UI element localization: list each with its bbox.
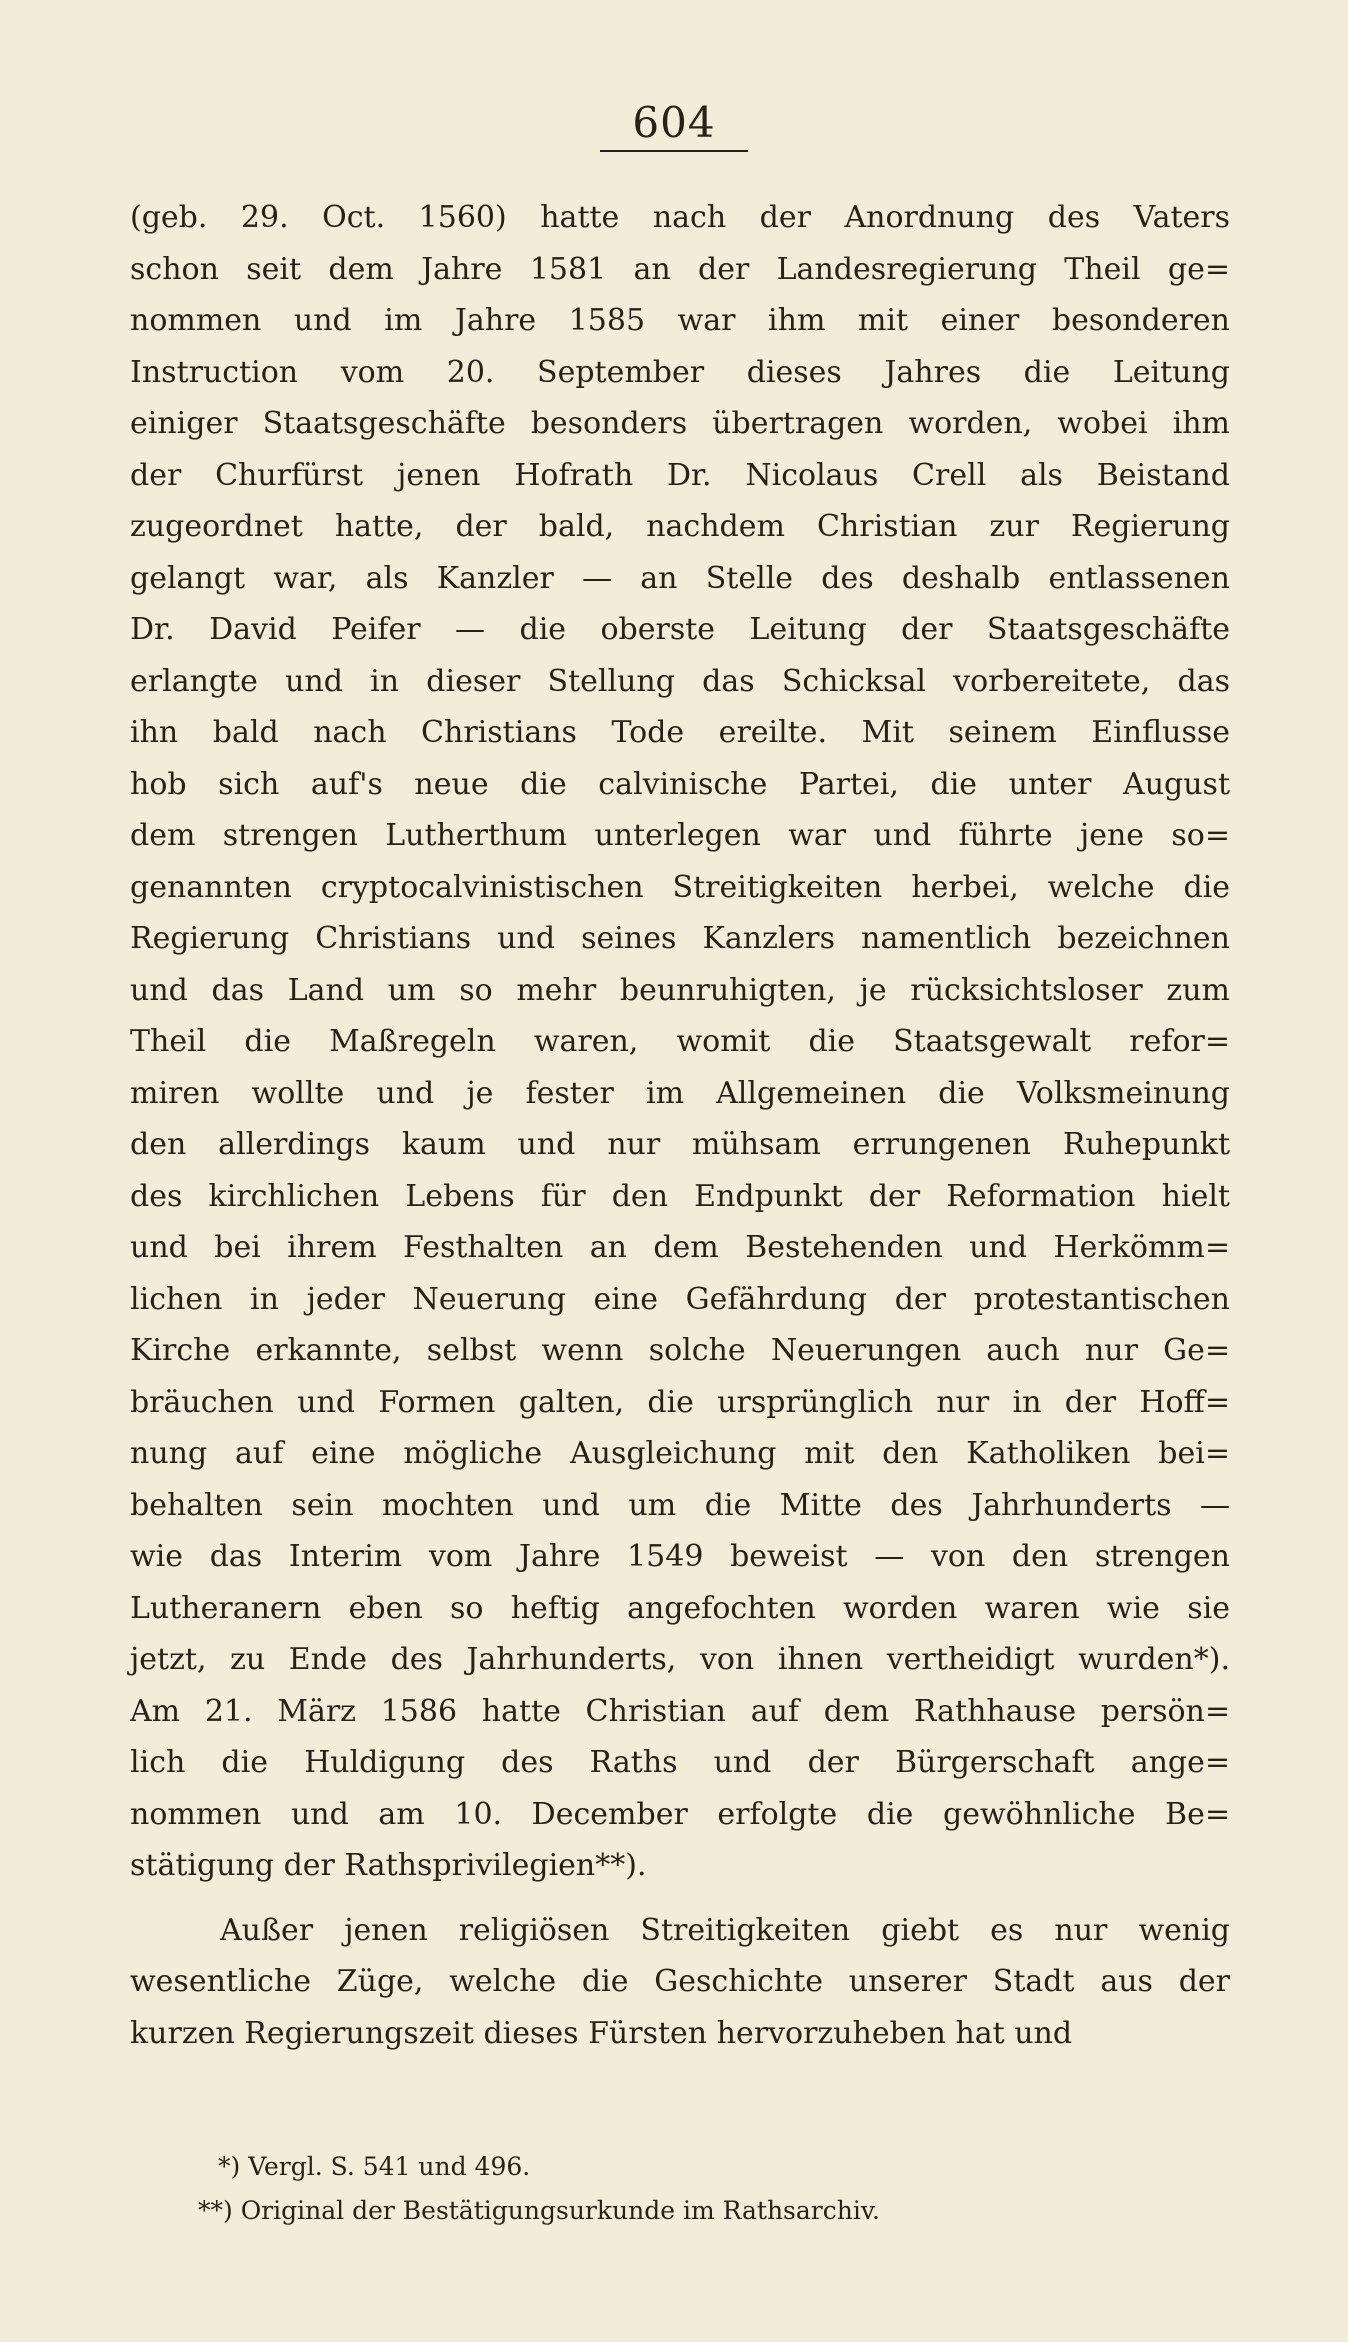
text-line: den allerdings kaum und nur mühsam errungenen Ruhepunkt (130, 1127, 1230, 1162)
text-line: Theil die Maßregeln waren, womit die Staatsgewalt refor= (130, 1024, 1230, 1059)
text-line: lichen in jeder Neuerung eine Gefährdung der protestantischen (130, 1281, 1230, 1317)
text-line: nommen und am 10. December erfolgte die gewöhnliche Be= (130, 1796, 1230, 1832)
text-line: behalten sein mochten und um die Mitte des Jahrhunderts — (130, 1487, 1230, 1523)
text-line: erlangte und in dieser Stellung das Schicksal vorbereitete, das (130, 663, 1230, 699)
text-line: Kirche erkannte, selbst wenn solche Neuerungen auch nur Ge= (130, 1333, 1230, 1368)
text-line: nommen und im Jahre 1585 war ihm mit einer besonderen (130, 303, 1230, 338)
text-line: zugeordnet hatte, der bald, nachdem Christian zur Regierung (130, 509, 1230, 544)
text-line: hob sich auf's neue die calvinische Partei, die unter August (130, 766, 1230, 802)
text-line: und das Land um so mehr beunruhigten, je rücksichtsloser zum (130, 972, 1230, 1008)
footnotes (130, 2145, 1230, 2233)
paragraph (130, 1905, 1230, 2060)
text-line: Am 21. März 1586 hatte Christian auf dem Rathhause persön= (130, 1693, 1230, 1729)
text-line: genannten cryptocalvinistischen Streitigkeiten herbei, welche die (130, 869, 1230, 905)
text-line: schon seit dem Jahre 1581 an der Landesregierung Theil ge= (130, 251, 1230, 287)
text-line: Regierung Christians und seines Kanzlers namentlich bezeichnen (130, 921, 1230, 956)
text-line: bräuchen und Formen galten, die ursprünglich nur in der Hoff= (130, 1384, 1230, 1420)
body-text (130, 192, 1230, 2059)
text-line: der Churfürst jenen Hofrath Dr. Nicolaus Crell als Beistand (130, 457, 1230, 493)
text-line: des kirchlichen Lebens für den Endpunkt der Reformation hielt (130, 1178, 1230, 1214)
page-number-rule (600, 150, 748, 152)
text-line: gelangt war, als Kanzler — an Stelle des deshalb entlassenen (130, 560, 1230, 596)
text-line: wesentliche Züge, welche die Geschichte unserer Stadt aus der (130, 1964, 1230, 1999)
text-line: lich die Huldigung des Raths und der Bürgerschaft ange= (130, 1745, 1230, 1780)
footnote: **) Original der Bestätigungsurkunde im Rathsarchiv. (198, 2196, 880, 2225)
text-line: Dr. David Peifer — die oberste Leitung der Staatsgeschäfte (130, 612, 1230, 647)
footnote: *) Vergl. S. 541 und 496. (218, 2152, 531, 2181)
text-line: stätigung der Rathsprivilegien**). (130, 1848, 647, 1883)
text-line: dem strengen Lutherthum unterlegen war und führte jene so= (130, 818, 1230, 853)
text-line: nung auf eine mögliche Ausgleichung mit den Katholiken bei= (130, 1436, 1230, 1471)
paragraph-gap (130, 1892, 1230, 1905)
paragraph (130, 192, 1230, 1892)
text-line: wie das Interim vom Jahre 1549 beweist — von den strengen (130, 1539, 1230, 1574)
text-line: einiger Staatsgeschäfte besonders übertragen worden, wobei ihm (130, 406, 1230, 441)
text-line: Außer jenen religiösen Streitigkeiten giebt es nur wenig (220, 1912, 1230, 1948)
text-line: kurzen Regierungszeit dieses Fürsten hervorzuheben hat und (130, 2015, 1073, 2051)
text-line: und bei ihrem Festhalten an dem Bestehenden und Herkömm= (130, 1230, 1230, 1265)
text-line: Lutheranern eben so heftig angefochten worden waren wie sie (130, 1590, 1230, 1626)
text-line: jetzt, zu Ende des Jahrhunderts, von ihnen vertheidigt wurden*). (130, 1642, 1230, 1677)
text-line: Instruction vom 20. September dieses Jahres die Leitung (130, 354, 1230, 390)
page-number: 604 (632, 98, 716, 147)
text-line: (geb. 29. Oct. 1560) hatte nach der Anordnung des Vaters (130, 200, 1230, 235)
text-line: miren wollte und je fester im Allgemeinen die Volksmeinung (130, 1075, 1230, 1111)
text-line: ihn bald nach Christians Tode ereilte. Mit seinem Einflusse (130, 715, 1230, 750)
